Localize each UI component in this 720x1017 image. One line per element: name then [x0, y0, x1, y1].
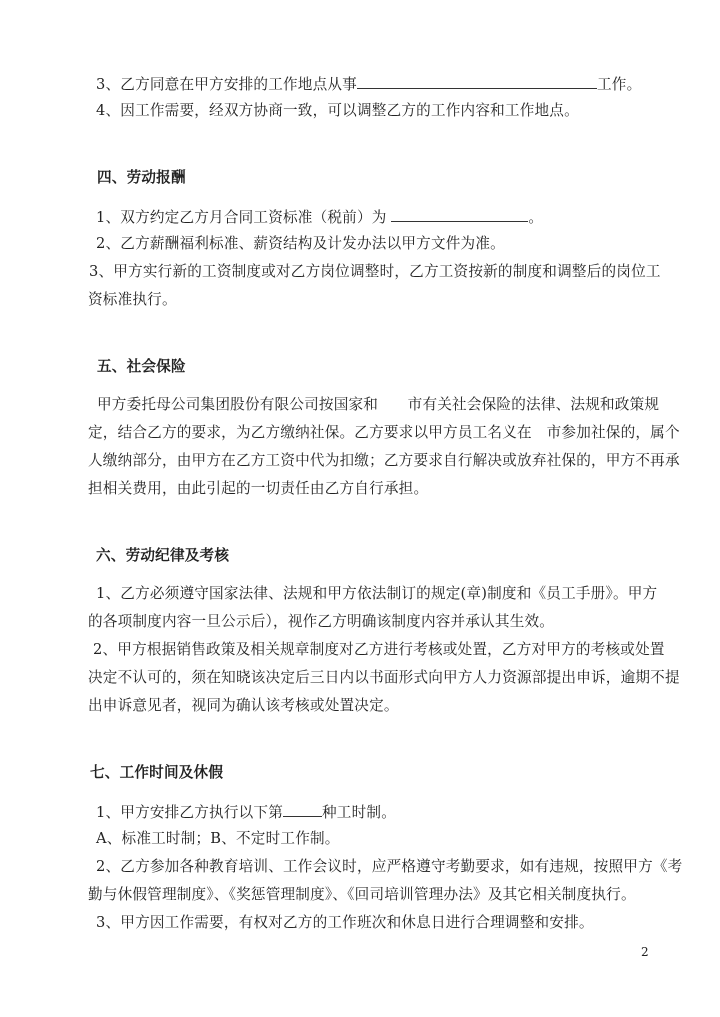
paragraph-line: 2、甲方根据销售政策及相关规章制度对乙方进行考核或处置，乙方对甲方的考核或处置 [93, 641, 665, 658]
fill-blank-salary[interactable] [391, 206, 528, 222]
clause-7-options: A、标准工时制；B、不定时工作制。 [96, 830, 340, 847]
clause-text: 3、乙方同意在甲方安排的工作地点从事 [96, 76, 357, 93]
clause-4-2: 2、乙方薪酬福利标准、薪资结构及计发办法以甲方文件为准。 [96, 235, 505, 252]
section-heading-5: 五、社会保险 [97, 358, 186, 375]
paragraph-line: 定，结合乙方的要求，为乙方缴纳社保。乙方要求以甲方员工名义在 市参加社保的，属个 [88, 424, 680, 441]
clause-text: 种工时制。 [322, 804, 396, 821]
paragraph-line: 甲方委托母公司集团股份有限公司按国家和 市有关社会保险的法律、法规和政策规 [97, 396, 660, 413]
clause-text: 。 [528, 209, 544, 226]
clause-7-1 [96, 801, 396, 823]
fill-blank-hours-type[interactable] [283, 801, 322, 817]
clause-7-2: 2、乙方参加各种教育培训、工作会议时，应严格遵守考勤要求，如有违规，按照甲方《考 [96, 858, 683, 875]
paragraph-line: 人缴纳部分，由甲方在乙方工资中代为扣缴；乙方要求自行解决或放弃社保的，甲方不再承 [88, 452, 680, 469]
clause-4-3-cont: 资标准执行。 [88, 291, 177, 308]
clause-7-2-cont: 勤与休假管理制度》、《奖惩管理制度》、《回司培训管理办法》及其它相关制度执行。 [88, 886, 636, 903]
section-heading-6: 六、劳动纪律及考核 [96, 547, 230, 564]
clause-4-1 [96, 206, 543, 228]
paragraph-line: 的各项制度内容一旦公示后），视作乙方明确该制度内容并承认其生效。 [88, 613, 555, 630]
page-number: 2 [641, 945, 649, 959]
section-heading-4: 四、劳动报酬 [97, 169, 186, 186]
section-heading-7: 七、工作时间及休假 [90, 764, 224, 781]
clause-text: 1、甲方安排乙方执行以下第 [96, 804, 284, 821]
clause-4-3: 3、甲方实行新的工资制度或对乙方岗位调整时，乙方工资按新的制度和调整后的岗位工 [89, 263, 661, 280]
clause-3-3 [96, 73, 641, 95]
clause-text: 1、双方约定乙方月合同工资标准（税前）为 [96, 209, 392, 226]
clause-3-4: 4、因工作需要，经双方协商一致，可以调整乙方的工作内容和工作地点。 [96, 102, 579, 119]
clause-text: 工作。 [596, 76, 642, 93]
paragraph-line: 1、乙方必须遵守国家法律、法规和甲方依法制订的规定(章)制度和《员工手册》。甲方 [96, 585, 658, 602]
fill-blank-work[interactable] [357, 73, 597, 89]
paragraph-line: 决定不认可的，须在知晓该决定后三日内以书面形式向甲方人力资源部提出申诉，逾期不提 [88, 669, 680, 686]
paragraph-line: 出申诉意见者，视同为确认该考核或处置决定。 [88, 697, 399, 714]
clause-7-3: 3、甲方因工作需要，有权对乙方的工作班次和休息日进行合理调整和安排。 [96, 914, 594, 931]
paragraph-line: 担相关费用，由此引起的一切责任由乙方自行承担。 [88, 480, 429, 497]
